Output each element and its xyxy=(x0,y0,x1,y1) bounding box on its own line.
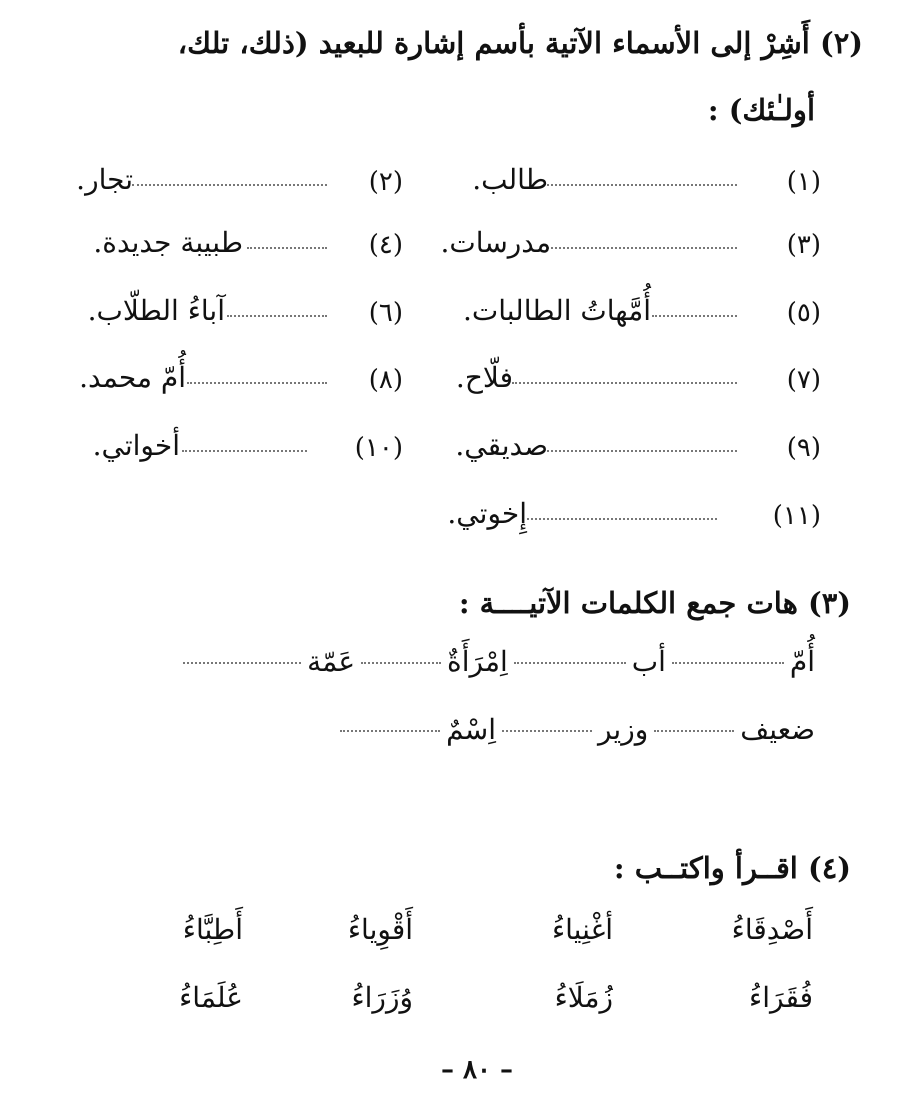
q2-item-num: (٣) xyxy=(786,230,821,260)
answer-blank xyxy=(514,660,626,664)
q3-row-2 xyxy=(334,710,815,750)
q2-title-line1: (٢) أَشِرْ إلى الأسماء الآتية بأسم إشارة للبعيد (ذلك، تلك، xyxy=(177,26,863,60)
q2-item-word: أُمَّهاتُ الطالبات. xyxy=(462,294,651,327)
answer-blank xyxy=(512,380,737,384)
q2-item-word: فلّاح. xyxy=(455,361,513,394)
answer-blank xyxy=(182,448,307,452)
q2-item-num: (٥) xyxy=(786,298,821,328)
q2-item-num: (٢) xyxy=(368,167,403,197)
q2-item-word: أُمّ محمد. xyxy=(79,361,186,394)
q2-item-num: (١٠) xyxy=(354,433,403,463)
answer-blank xyxy=(502,728,592,732)
q2-item-word: إِخوتي. xyxy=(447,497,527,530)
q2-item-num: (٧) xyxy=(786,365,821,395)
q3-word: اِمْرَأَةٌ xyxy=(447,645,508,678)
q3-row-1 xyxy=(177,642,815,682)
q2-item-word: تجار. xyxy=(76,163,133,196)
q3-title: (٣) هات جمع الكلمات الآتيــــة : xyxy=(458,586,851,620)
q3-word: ضعيف xyxy=(740,713,815,746)
q2-item-num: (٦) xyxy=(368,298,403,328)
answer-blank xyxy=(652,313,737,317)
q4-word: عُلَمَاءُ xyxy=(179,981,243,1014)
q4-word: أغْنِياءُ xyxy=(551,913,613,946)
q4-word: فُقَرَاءُ xyxy=(749,981,813,1014)
answer-blank xyxy=(361,660,441,664)
answer-blank xyxy=(527,516,717,520)
answer-blank xyxy=(340,728,440,732)
q2-item-word: طالب. xyxy=(472,163,548,196)
q4-word: وُزَرَاءُ xyxy=(351,981,413,1014)
q4-word: أَصْدِقَاءُ xyxy=(731,913,813,946)
q2-title-line2: أولـٰئك) : xyxy=(707,93,815,127)
answer-blank xyxy=(227,313,327,317)
q2-item-num: (٩) xyxy=(786,433,821,463)
q4-word: زُمَلَاءُ xyxy=(554,981,613,1014)
q2-item-word: مدرسات. xyxy=(440,226,551,259)
q2-item-num: (١) xyxy=(786,167,821,197)
q4-word: أَطِبَّاءُ xyxy=(182,913,243,946)
answer-blank xyxy=(183,660,301,664)
q2-item-word: صديقي. xyxy=(455,429,548,462)
q3-word: أُمّ xyxy=(789,645,815,678)
q2-item-num: (٨) xyxy=(368,365,403,395)
q4-title: (٤) اقــرأ واكتــب : xyxy=(613,851,851,885)
answer-blank xyxy=(547,182,737,186)
q3-word: وزير xyxy=(597,713,649,746)
page-number: – ٨٠ – xyxy=(440,1055,513,1085)
q2-item-word: آباءُ الطلّاب. xyxy=(87,294,225,327)
answer-blank xyxy=(672,660,784,664)
q2-item-word: طبيبة جديدة. xyxy=(93,226,243,259)
q3-word: أب xyxy=(631,645,666,678)
answer-blank xyxy=(547,448,737,452)
answer-blank xyxy=(547,245,737,249)
q2-item-num: (١١) xyxy=(772,501,821,531)
q3-word: اِسْمٌ xyxy=(446,713,496,746)
q2-item-word: أخواتي. xyxy=(92,429,180,462)
answer-blank xyxy=(247,245,327,249)
q4-word: أَقْوِياءُ xyxy=(347,913,413,946)
answer-blank xyxy=(654,728,734,732)
q2-item-num: (٤) xyxy=(368,230,403,260)
q3-word: عَمّة xyxy=(307,645,356,678)
answer-blank xyxy=(132,182,327,186)
answer-blank xyxy=(187,380,327,384)
